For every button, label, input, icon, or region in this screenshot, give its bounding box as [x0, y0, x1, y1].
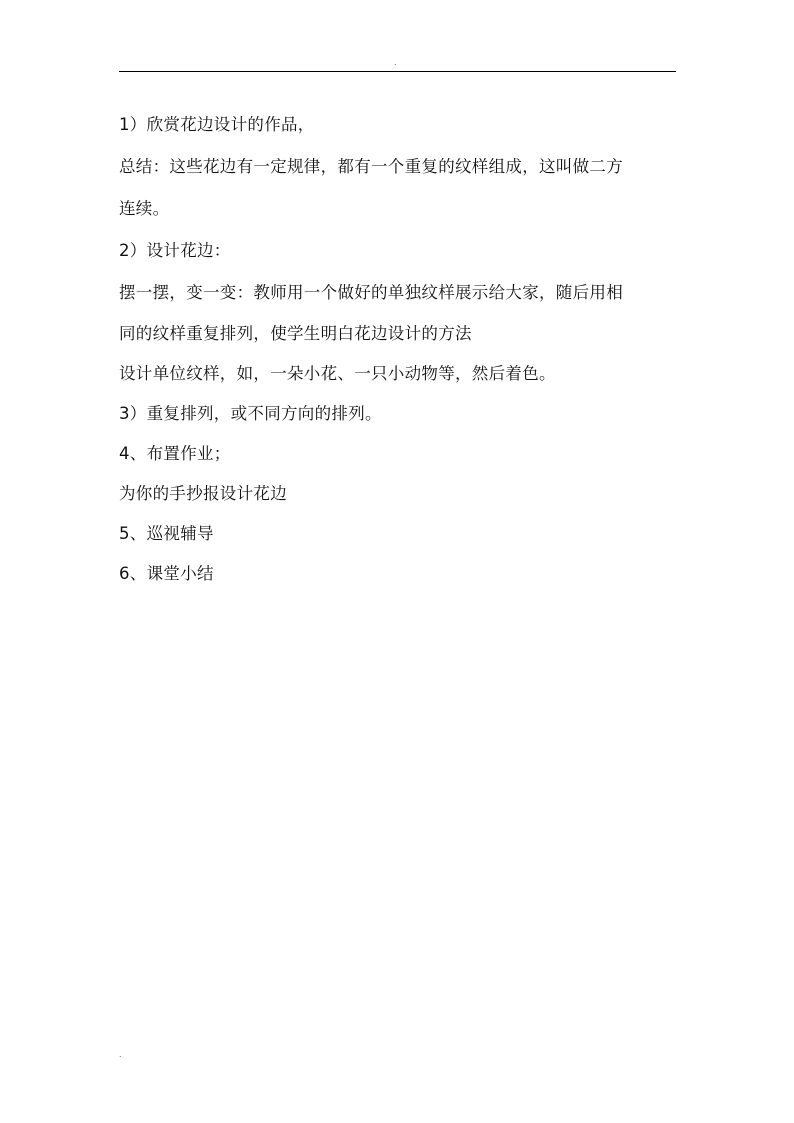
paragraph-summary-continued: 连续。 [119, 199, 170, 218]
paragraph-demonstration: 摆一摆，变一变：教师用一个做好的单独纹样展示给大家，随后用相 [119, 283, 623, 302]
footer-mark: . [119, 1050, 122, 1059]
paragraph-appreciate-works: 1）欣赏花边设计的作品， [119, 115, 315, 134]
paragraph-repeat-arrangement: 3）重复排列，或不同方向的排列。 [119, 404, 382, 423]
paragraph-design-border: 2）设计花边： [119, 241, 231, 260]
paragraph-unit-pattern: 设计单位纹样，如，一朵小花、一只小动物等，然后着色。 [119, 364, 556, 383]
paragraph-class-summary: 6、课堂小结 [119, 564, 214, 583]
header-rule [119, 71, 676, 72]
document-body [119, 104, 679, 594]
paragraph-homework: 4、布置作业； [119, 444, 231, 463]
paragraph-demonstration-continued: 同的纹样重复排列，使学生明白花边设计的方法 [119, 324, 472, 343]
paragraph-tour-guidance: 5、巡视辅导 [119, 524, 214, 543]
paragraph-homework-detail: 为你的手抄报设计花边 [119, 484, 287, 503]
header-mark: . [394, 58, 397, 67]
paragraph-summary: 总结：这些花边有一定规律，都有一个重复的纹样组成，这叫做二方 [119, 157, 623, 176]
